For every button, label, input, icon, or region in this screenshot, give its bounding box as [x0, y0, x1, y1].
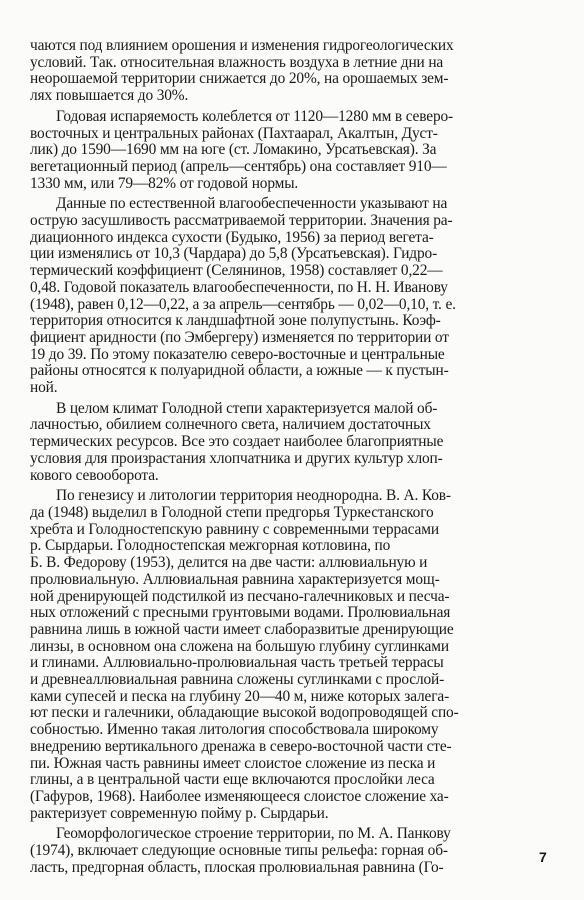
text-line: да (1948) выделил в Голодной степи предгорья Туркестанского — [30, 503, 434, 521]
text-line: Б. В. Федорову (1953), делится на две части: аллювиальную и — [30, 554, 428, 572]
text-line: (Гафуров, 1968). Наиболее изменяющееся слоистое сложение ха- — [30, 787, 449, 805]
text-line: и древнеаллювиальная равнина сложены суглинками с прослой- — [30, 671, 445, 689]
text-line: районы относятся к полуаридной области, а южные — к пустын- — [30, 362, 449, 380]
paragraph — [30, 401, 552, 485]
text-line: термический коэффициент (Селянинов, 1958) составляет 0,22— — [30, 262, 443, 280]
text-line: собностью. Именно такая литология способствовала широкому — [30, 721, 439, 739]
text-line: равнина лишь в южной части имеет слаборазвитые дренирующие — [30, 620, 454, 638]
text-line: глины, а в центральной части еще включаются прослойки леса — [30, 771, 435, 789]
text-line: ной дренирующей подстилкой из песчано-галечниковых и песча- — [30, 587, 450, 605]
text-line: восточных и центральных районах (Пахтаарал, Акалтын, Дуст- — [30, 124, 438, 142]
text-line: пи. Южная часть равнины имеет слоистое сложение из песка и — [30, 754, 436, 772]
text-line: ции изменялись от 10,3 (Чардара) до 5,8 (Урсатьевская). Гидро- — [30, 245, 438, 263]
text-line: диационного индекса сухости (Будыко, 1956) за период вегета- — [30, 228, 434, 246]
text-line: хребта и Голодностепскую равнину с современными террасами — [30, 520, 439, 538]
paragraph — [30, 109, 552, 193]
text-line: лик) до 1590—1690 мм на юге (ст. Ломакино, Урсатьевская). За — [30, 141, 437, 159]
text-line: внедрению вертикального дренажа в северо-восточной части сте- — [30, 737, 452, 755]
text-line: территория относится к ландшафтной зоне полупустынь. Коэф- — [30, 312, 441, 330]
text-line: ют пески и галечники, обладающие высокой водопроводящей спо- — [30, 704, 459, 722]
text-line: р. Сырдарьи. Голодностепская межгорная котловина, по — [30, 537, 391, 555]
text-line: лях повышается до 30%. — [30, 87, 189, 105]
text-line: острую засушливость рассматриваемой территории. Значения ра- — [30, 212, 453, 230]
text-line: Годовая испаряемость колеблется от 1120—1280 мм в северо- — [56, 107, 454, 125]
text-line: пролювиальную. Аллювиальная равнина характеризуется мощ- — [30, 570, 440, 588]
text-line: условий. Так. относительная влажность воздуха в летние дни на — [30, 53, 444, 71]
text-line: ками супесей и песка на глубину 20—40 м, ниже которых залега- — [30, 687, 450, 705]
text-line: термических ресурсов. Все это создает наиболее благоприятные — [30, 433, 444, 451]
text-line: (1948), равен 0,12—0,22, а за апрель—сентябрь — 0,02—0,10, т. е. — [30, 295, 456, 313]
text-line: рактеризует современную пойму р. Сырдарьи. — [30, 804, 329, 822]
text-line: 0,48. Годовой показатель влагообеспеченности, по Н. Н. Иванову — [30, 278, 448, 296]
text-line: условия для произрастания хлопчатника и других культур хлоп- — [30, 449, 443, 467]
text-line: ласть, предгорная область, плоская пролювиальная равнина (Го- — [30, 858, 444, 876]
paragraph — [30, 826, 552, 876]
text-line: По генезису и литологии территория неоднородна. В. А. Ков- — [56, 487, 451, 505]
text-line: фициент аридности (по Эмбергеру) изменяется по территории от — [30, 328, 449, 346]
paragraph — [30, 38, 552, 105]
body-text — [30, 38, 552, 876]
text-line: лачностью, обилием солнечного света, наличием достаточных — [30, 416, 431, 434]
text-line: линзы, в основном она сложена на большую глубину суглинками — [30, 637, 449, 655]
page-number: 7 — [539, 849, 547, 865]
text-line: вегетационный период (апрель—сентябрь) она составляет 910— — [30, 157, 447, 175]
text-line: и глинами. Аллювиально-пролювиальная часть третьей террасы — [30, 654, 444, 672]
text-line: Данные по естественной влагообеспеченности указывают на — [56, 195, 448, 213]
text-line: (1974), включает следующие основные типы рельефа: горная об- — [30, 842, 448, 860]
text-line: 19 до 39. По этому показателю северо-восточные и центральные — [30, 345, 445, 363]
text-line: кового севооборота. — [30, 466, 159, 484]
text-line: ной. — [30, 379, 58, 397]
text-line: неорошаемой территории снижается до 20%, на орошаемых зем- — [30, 70, 449, 88]
text-line: ных отложений с пресными грунтовыми водами. Пролювиальная — [30, 604, 451, 622]
text-line: 1330 мм, или 79—82% от годовой нормы. — [30, 174, 299, 192]
text-line: В целом климат Голодной степи характеризуется малой об- — [56, 399, 438, 417]
paragraph — [30, 196, 552, 396]
text-line: чаются под влиянием орошения и изменения гидрогеологических — [30, 37, 454, 54]
paragraph — [30, 488, 552, 822]
text-line: Геоморфологическое строение территории, по М. А. Панкову — [56, 825, 451, 843]
